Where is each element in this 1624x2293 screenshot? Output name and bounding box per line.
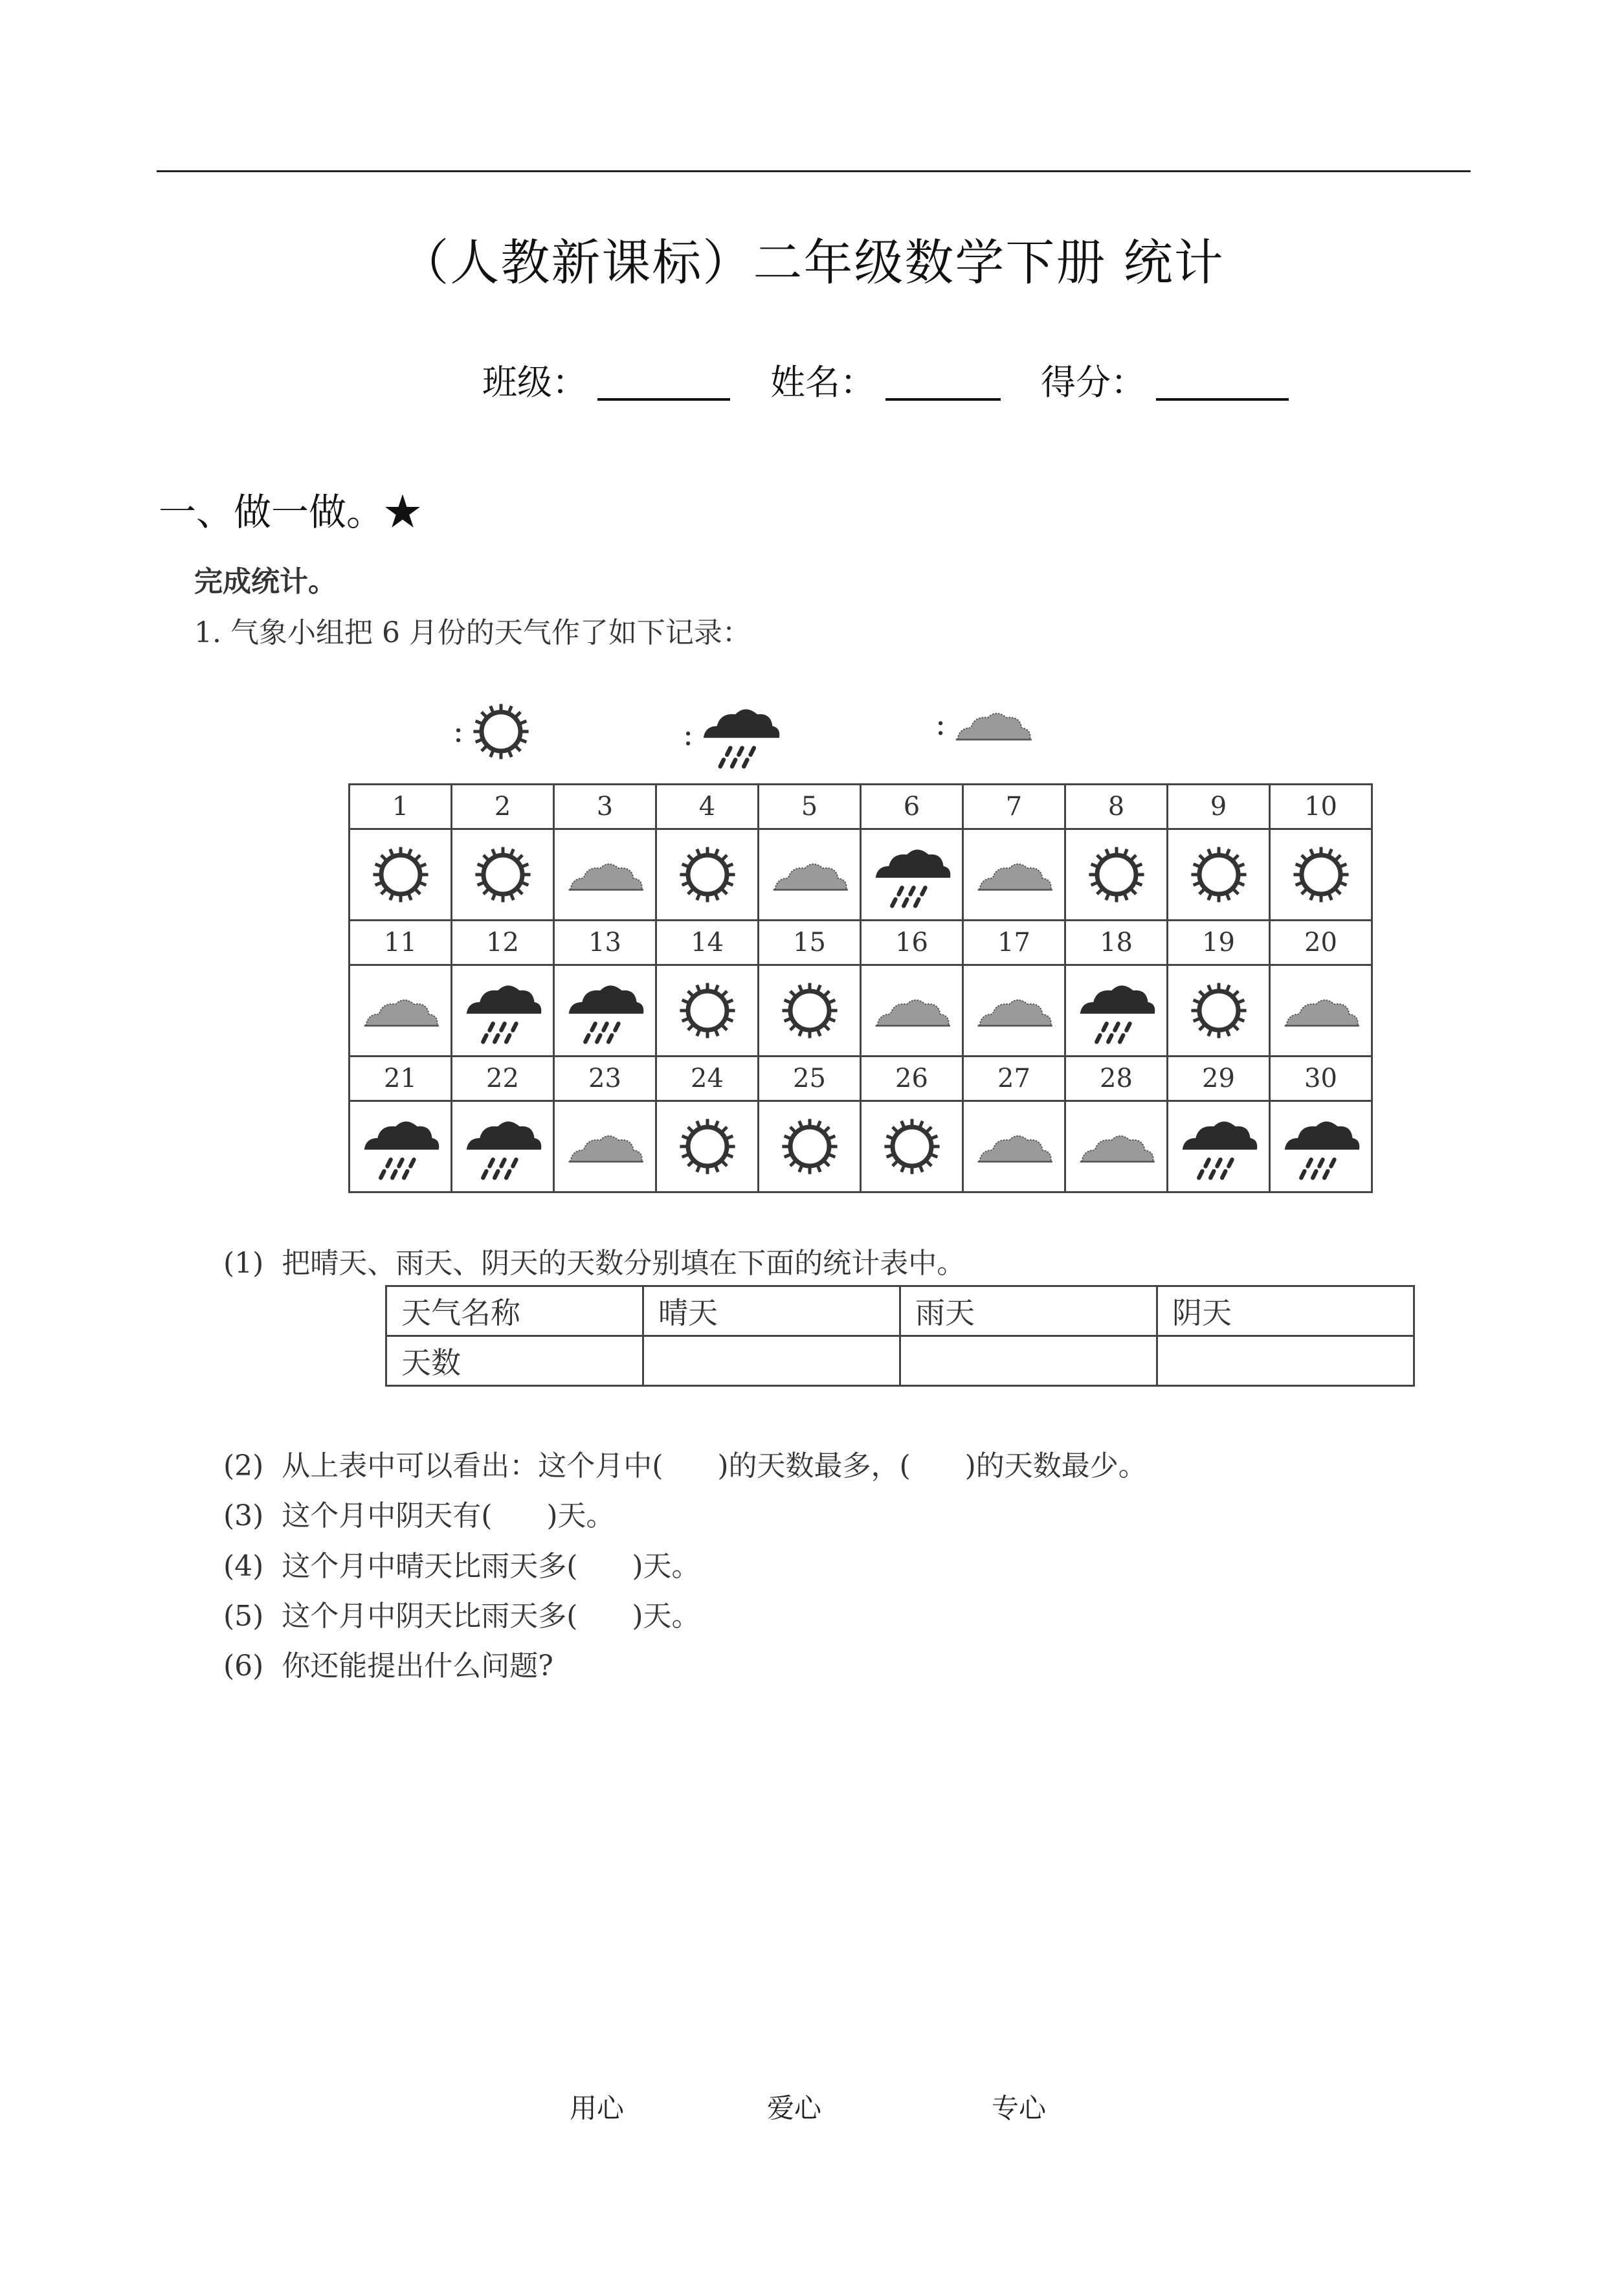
weather-cell	[759, 965, 861, 1057]
weather-cell	[1168, 965, 1270, 1057]
sun-icon	[350, 842, 450, 907]
stat-header-sunny: 晴天	[643, 1286, 900, 1336]
sun-icon	[1066, 842, 1166, 907]
sun-icon	[469, 699, 533, 764]
question-1: (1) 把晴天、雨天、阴天的天数分别填在下面的统计表中。	[223, 1247, 966, 1280]
day-number-cell: 13	[554, 921, 656, 965]
weather-cell	[350, 965, 452, 1057]
weather-cell	[861, 829, 963, 921]
question-5: (5) 这个月中阴天比雨天多( )天。	[223, 1600, 700, 1633]
day-number-cell: 26	[861, 1057, 963, 1101]
name-label: 姓名：	[770, 362, 875, 403]
rain-cloud-icon	[555, 976, 655, 1046]
sun-icon	[1271, 842, 1371, 907]
weather-cell	[554, 965, 656, 1057]
weather-cell	[656, 829, 759, 921]
weather-cell	[554, 1101, 656, 1192]
day-number-cell: 1	[350, 785, 452, 829]
day-number-cell: 4	[656, 785, 759, 829]
sun-icon	[862, 1114, 962, 1179]
rain-cloud-icon	[698, 699, 783, 771]
cloud-icon	[555, 850, 655, 900]
weather-cell	[656, 1101, 759, 1192]
weather-cell	[963, 829, 1065, 921]
section-heading: 一、做一做。★	[159, 490, 422, 534]
stat-cloudy-count-cell[interactable]	[1157, 1336, 1414, 1386]
day-number-cell: 7	[963, 785, 1065, 829]
sun-icon	[452, 842, 553, 907]
weather-cell	[554, 829, 656, 921]
stat-row-label: 天数	[386, 1336, 643, 1386]
weather-cell	[350, 829, 452, 921]
weather-cell	[759, 1101, 861, 1192]
day-number-cell: 3	[554, 785, 656, 829]
rain-cloud-icon	[452, 976, 553, 1046]
cloud-icon	[951, 699, 1035, 750]
question-4: (4) 这个月中晴天比雨天多( )天。	[223, 1550, 700, 1583]
weather-cell	[1168, 829, 1270, 921]
class-field[interactable]	[597, 398, 730, 401]
rain-cloud-icon	[452, 1112, 553, 1182]
question-2: (2) 从上表中可以看出：这个月中( )的天数最多，( )的天数最少。	[223, 1449, 1147, 1482]
weather-cell	[1065, 1101, 1168, 1192]
day-number-cell: 24	[656, 1057, 759, 1101]
legend-colon: :	[935, 706, 946, 743]
weather-cell	[963, 965, 1065, 1057]
day-number-cell: 28	[1065, 1057, 1168, 1101]
statistics-table	[385, 1285, 1415, 1387]
footer-text: 用心	[570, 2092, 625, 2124]
day-number-cell: 30	[1270, 1057, 1372, 1101]
day-number-cell: 23	[554, 1057, 656, 1101]
cloud-icon	[964, 1122, 1064, 1172]
rain-cloud-icon	[350, 1112, 450, 1182]
day-number-cell: 29	[1168, 1057, 1270, 1101]
sun-icon	[1168, 842, 1269, 907]
weather-cell	[963, 1101, 1065, 1192]
footer-text: 专心	[992, 2092, 1047, 2124]
sun-icon	[657, 1114, 757, 1179]
legend-colon: :	[683, 717, 694, 754]
day-number-cell: 6	[861, 785, 963, 829]
footer-text: 爱心	[767, 2092, 822, 2124]
day-number-row	[350, 1057, 1372, 1101]
weather-cell	[1270, 1101, 1372, 1192]
rain-cloud-icon	[1168, 1112, 1269, 1182]
student-info-row	[482, 355, 1289, 405]
question-intro: 1. 气象小组把 6 月份的天气作了如下记录：	[194, 616, 751, 649]
sun-icon	[759, 978, 860, 1043]
weather-icon-row	[350, 965, 1372, 1057]
sun-icon	[759, 1114, 860, 1179]
sun-icon	[1168, 978, 1269, 1043]
day-number-cell: 19	[1168, 921, 1270, 965]
day-number-cell: 12	[452, 921, 554, 965]
legend-rainy	[683, 699, 783, 771]
rain-cloud-icon	[1271, 1112, 1371, 1182]
day-number-cell: 2	[452, 785, 554, 829]
day-number-cell: 16	[861, 921, 963, 965]
day-number-cell: 27	[963, 1057, 1065, 1101]
weather-cell	[350, 1101, 452, 1192]
day-number-cell: 14	[656, 921, 759, 965]
stat-rainy-count-cell[interactable]	[900, 1336, 1157, 1386]
weather-record-grid	[348, 783, 1373, 1193]
question-6: (6) 你还能提出什么问题?	[223, 1650, 553, 1683]
cloud-icon	[862, 986, 962, 1036]
legend-sunny	[453, 699, 533, 764]
day-number-cell: 18	[1065, 921, 1168, 965]
weather-icon-row	[350, 829, 1372, 921]
rain-cloud-icon	[862, 840, 962, 910]
top-rule	[157, 170, 1471, 172]
sub-heading: 完成统计。	[194, 565, 337, 598]
day-number-cell: 20	[1270, 921, 1372, 965]
day-number-cell: 11	[350, 921, 452, 965]
weather-cell	[1270, 829, 1372, 921]
name-field[interactable]	[885, 398, 1001, 401]
weather-cell	[759, 829, 861, 921]
cloud-icon	[964, 986, 1064, 1036]
legend-cloudy	[935, 699, 1035, 750]
cloud-icon	[1066, 1122, 1166, 1172]
day-number-cell: 21	[350, 1057, 452, 1101]
cloud-icon	[350, 986, 450, 1036]
day-number-row	[350, 921, 1372, 965]
score-label: 得分：	[1041, 362, 1146, 403]
day-number-cell: 15	[759, 921, 861, 965]
day-number-cell: 5	[759, 785, 861, 829]
day-number-cell: 10	[1270, 785, 1372, 829]
day-number-cell: 9	[1168, 785, 1270, 829]
cloud-icon	[1271, 986, 1371, 1036]
weather-cell	[1270, 965, 1372, 1057]
weather-cell	[656, 965, 759, 1057]
day-number-row	[350, 785, 1372, 829]
rain-cloud-icon	[1066, 976, 1166, 1046]
weather-icon-row	[350, 1101, 1372, 1192]
sun-icon	[657, 978, 757, 1043]
weather-cell	[861, 965, 963, 1057]
stat-header-cloudy: 阴天	[1157, 1286, 1414, 1336]
class-label: 班级：	[482, 362, 587, 403]
day-number-cell: 17	[963, 921, 1065, 965]
score-field[interactable]	[1156, 398, 1289, 401]
cloud-icon	[555, 1122, 655, 1172]
cloud-icon	[759, 850, 860, 900]
page-title: （人教新课标）二年级数学下册 统计	[399, 234, 1225, 291]
day-number-cell: 8	[1065, 785, 1168, 829]
legend-colon: :	[453, 713, 464, 750]
weather-cell	[452, 965, 554, 1057]
weather-cell	[1065, 965, 1168, 1057]
cloud-icon	[964, 850, 1064, 900]
question-3: (3) 这个月中阴天有( )天。	[223, 1499, 615, 1532]
weather-cell	[452, 829, 554, 921]
stat-sunny-count-cell[interactable]	[643, 1336, 900, 1386]
stat-header-rainy: 雨天	[900, 1286, 1157, 1336]
day-number-cell: 25	[759, 1057, 861, 1101]
day-number-cell: 22	[452, 1057, 554, 1101]
weather-cell	[452, 1101, 554, 1192]
sun-icon	[657, 842, 757, 907]
weather-cell	[1168, 1101, 1270, 1192]
weather-cell	[861, 1101, 963, 1192]
weather-cell	[1065, 829, 1168, 921]
stat-header-weather: 天气名称	[386, 1286, 643, 1336]
